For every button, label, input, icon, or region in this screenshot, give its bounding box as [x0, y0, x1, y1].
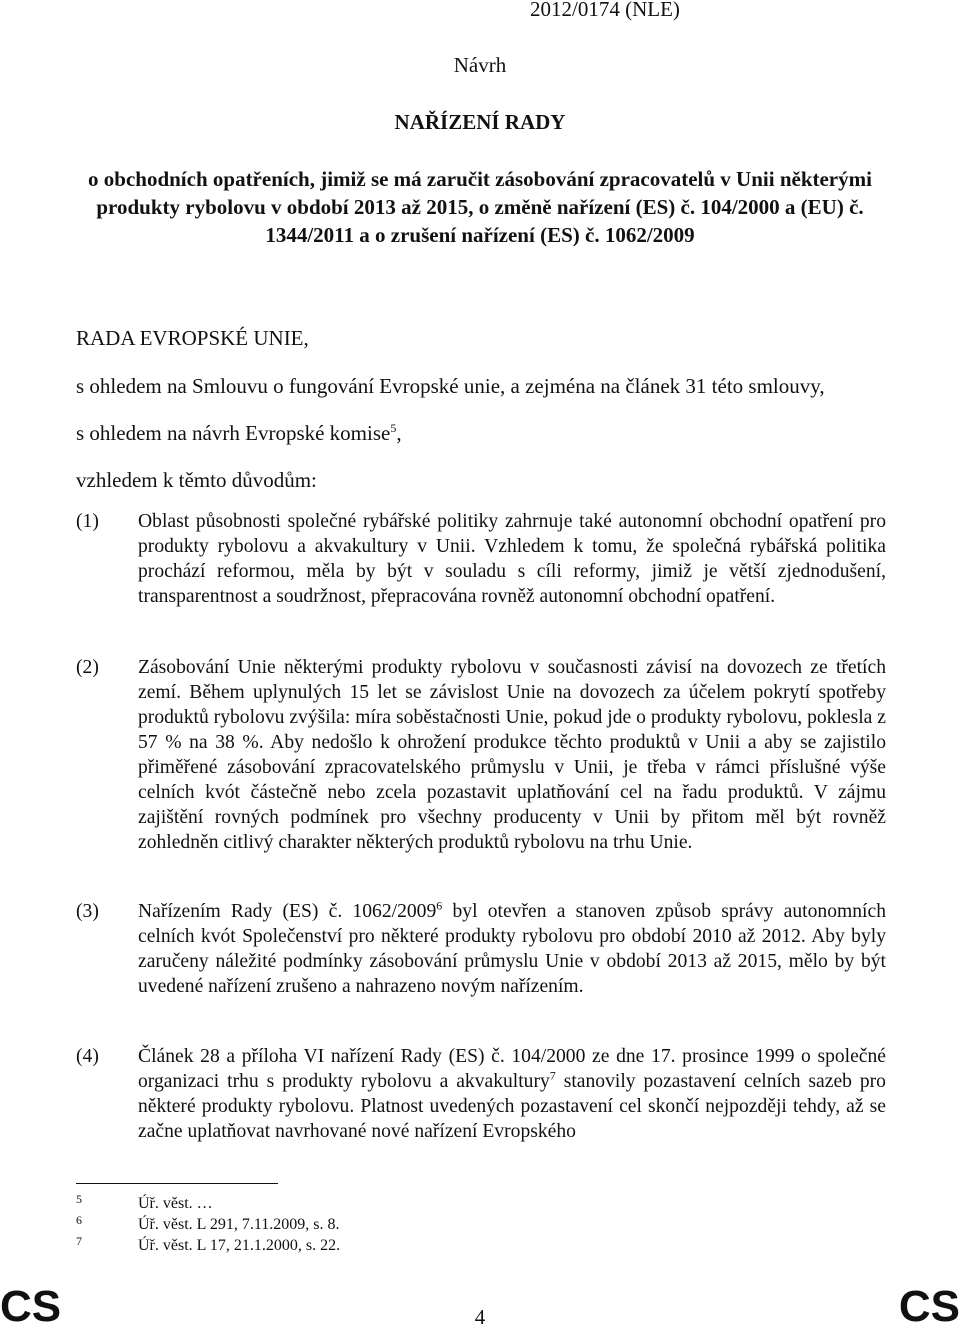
recital-text-part: stanovily pozastavení celních sazeb pro některé produkty rybolovu. Platnost uvedených pozastavení cel skončí nejpozději tehdy, až se začne uplatňovat navrhované nové nařízení Evropského	[138, 1071, 886, 1142]
footnote-reference[interactable]: 5	[390, 421, 397, 435]
recital-text-part: Nařízením Rady (ES) č. 1062/2009	[138, 901, 437, 922]
recital-text: Oblast působnosti společné rybářské politiky zahrnuje také autonomní obchodní opatření pro produkty rybolovu a akvakultury v Unii. Vzhledem k tomu, že společná rybářská politika prochází reformou, měla by být v souladu s cíli reformy, jimiž je větší zjednodušení, transparentnost a soudržnost, přepracována rovněž autonomní obchodní opatření.	[138, 511, 886, 607]
citation-treaty: s ohledem na Smlouvu o fungování Evropské unie, a zejména na článek 31 této smlouvy,	[76, 374, 825, 398]
recital-number: (2)	[76, 657, 99, 678]
document-subject	[76, 165, 884, 249]
subject-line: o obchodních opatřeních, jimiž se má zaručit zásobování zpracovatelů v Unii některými	[88, 167, 872, 191]
recital-3	[76, 899, 886, 999]
procedure-reference: 2012/0174 (NLE)	[530, 0, 680, 21]
recital-text-part: byl otevřen a stanoven způsob správy autonomních celních kvót Společenství pro některé produkty rybolovu pro období 2010 až 2012. Aby byly zaručeny náležité podmínky zásobování průmyslu Unie v období 2013 až 2015, mělo by být uvedené nařízení zrušeno a nahrazeno novým nařízením.	[138, 901, 886, 997]
document-kind: Návrh	[453, 53, 507, 77]
recital-number: (3)	[76, 901, 99, 922]
recital-text: Zásobování Unie některými produkty rybolovu v současnosti závisí na dovozech ze třetích zemí. Během uplynulých 15 let se závislost Unie na dovozech za účelem pokrytí spotřeby produktů rybolovu zvýšila: míra soběstačnosti Unie, pokud jde o produkty rybolovu, poklesla z 57 % na 38 %. Aby nedošlo k ohrožení produkce těchto produktů v Unii a aby se zajistilo přiměřené zásobování zpracovatelského průmyslu v Unii, je třeba v rámci příslušné výše celních kvót částečně nebo zcela pozastavit uplatňování cel na řadu produktů. V zájmu zajištění rovných podmínek pro všechny producenty v Unii by přitom měl být rovněž zohledněn citlivý charakter některých produktů rybolovu na trhu Unie.	[138, 657, 886, 853]
footnote-number: 6	[76, 1213, 82, 1227]
recital-number: (4)	[76, 1046, 99, 1067]
subject-line: produkty rybolovu v období 2013 až 2015, o změně nařízení (ES) č. 104/2000 a (EU) č.	[96, 195, 864, 219]
recital-number: (1)	[76, 511, 99, 532]
language-code-right: CS	[898, 1282, 960, 1331]
footnote-number: 5	[76, 1192, 82, 1206]
recital-1	[76, 509, 886, 609]
recital-text	[138, 899, 886, 999]
recital-text	[138, 1044, 886, 1144]
footnote-reference[interactable]: 7	[549, 1068, 556, 1083]
footnote-separator	[76, 1183, 278, 1184]
language-code-left: CS	[0, 1282, 62, 1331]
citation-proposal-text: s ohledem na návrh Evropské komise	[76, 421, 391, 445]
citation-proposal	[76, 420, 886, 446]
citation-proposal-end: ,	[396, 421, 402, 445]
document-title: NAŘÍZENÍ RADY	[394, 110, 566, 134]
footnote-text: Úř. věst. …	[138, 1195, 213, 1212]
whereas-heading: vzhledem k těmto důvodům:	[76, 468, 317, 492]
page-number: 4	[474, 1305, 486, 1329]
subject-line: 1344/2011 a o zrušení nařízení (ES) č. 1062/2009	[265, 223, 695, 247]
recital-text-part: Článek 28 a příloha VI nařízení Rady (ES) č. 104/2000 ze dne 17. prosince 1999 o společné organizaci trhu s produkty rybolovu a akvakultury	[138, 1046, 886, 1092]
recital-4	[76, 1044, 886, 1144]
footnote-reference[interactable]: 6	[436, 898, 443, 913]
institution-heading: RADA EVROPSKÉ UNIE,	[76, 326, 309, 350]
footnote-number: 7	[76, 1234, 82, 1248]
footnote-text: Úř. věst. L 291, 7.11.2009, s. 8.	[138, 1216, 340, 1233]
footnote-text: Úř. věst. L 17, 21.1.2000, s. 22.	[138, 1237, 341, 1254]
recital-2	[76, 655, 886, 855]
